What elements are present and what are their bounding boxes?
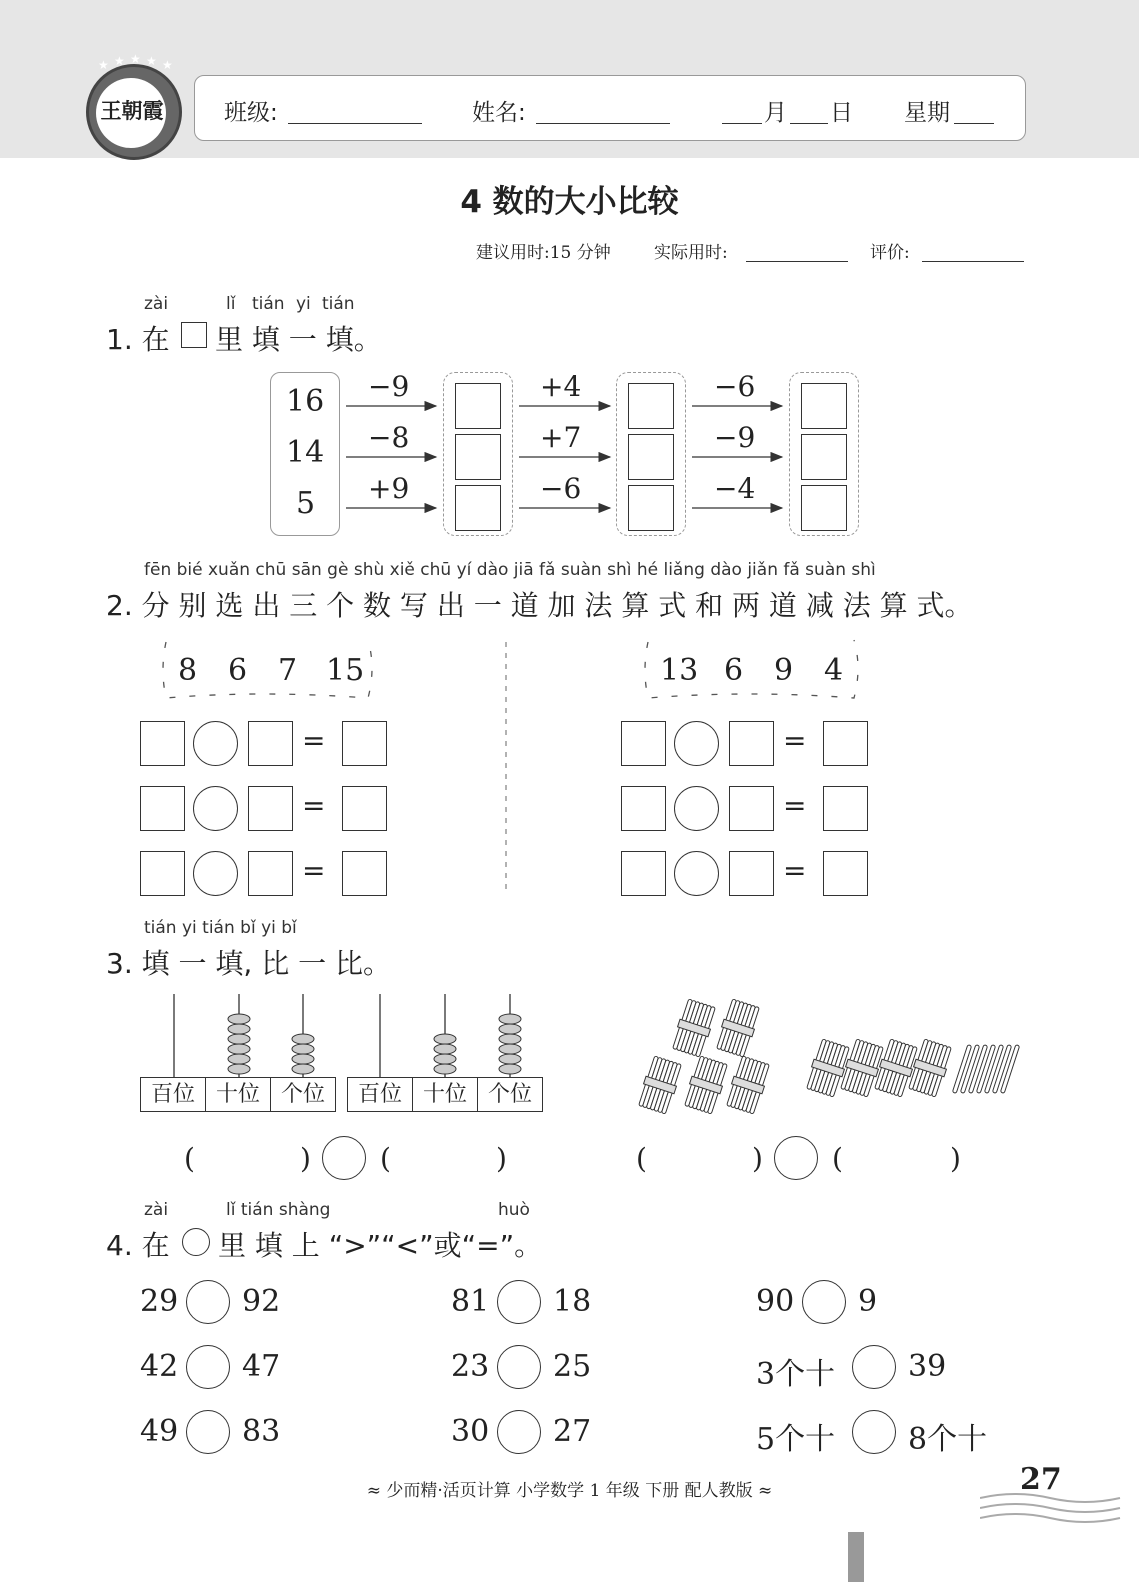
q1-start-number: 5 xyxy=(296,486,316,521)
equals-sign: = xyxy=(783,789,807,822)
compare-left-value: 42 xyxy=(140,1349,179,1384)
compare-left-value: 23 xyxy=(451,1349,490,1384)
abacus-bead xyxy=(228,1024,250,1034)
abacus-bead xyxy=(499,1024,521,1034)
star-icon: ★ xyxy=(130,52,141,66)
abacus-bead xyxy=(228,1054,250,1064)
q1-op: −6 xyxy=(540,472,582,505)
compare-right-value: 25 xyxy=(553,1349,592,1384)
place-hundreds: 百位 xyxy=(347,1077,413,1112)
abacus-bead xyxy=(292,1034,314,1044)
abacus-bead xyxy=(292,1044,314,1054)
compare-left-value: 5个十 xyxy=(756,1422,836,1457)
abacus-bead xyxy=(292,1054,314,1064)
paren-close: ) xyxy=(496,1142,507,1175)
q1-op: +9 xyxy=(368,472,410,505)
page-title: 4 数的大小比较 xyxy=(460,184,679,220)
place-ones: 个位 xyxy=(477,1077,543,1112)
place-tens: 十位 xyxy=(412,1077,478,1112)
q4-label-rest: 里 填 上 “>”“<”或“=”。 xyxy=(218,1229,543,1262)
paren-close: ) xyxy=(300,1142,311,1175)
month-label: 月 xyxy=(764,100,787,126)
place-hundreds: 百位 xyxy=(140,1077,206,1112)
pinyin: tián xyxy=(252,294,285,314)
q1-op: −6 xyxy=(714,370,756,403)
abacus-bead xyxy=(228,1044,250,1054)
q2-number: 8 xyxy=(178,653,198,688)
compare-circle[interactable] xyxy=(802,1280,846,1324)
abacus-bead xyxy=(228,1034,250,1044)
compare-left-value: 3个十 xyxy=(756,1357,836,1392)
compare-circle[interactable] xyxy=(497,1280,541,1324)
paren-open: ( xyxy=(184,1142,195,1175)
compare-right-value: 9 xyxy=(858,1284,878,1319)
abacus-bead xyxy=(434,1054,456,1064)
pinyin: tián xyxy=(322,294,355,314)
equals-sign: = xyxy=(302,854,326,887)
compare-left-value: 90 xyxy=(756,1284,795,1319)
compare-left-value: 49 xyxy=(140,1414,179,1449)
q2-number: 4 xyxy=(824,653,844,688)
compare-right-value: 18 xyxy=(553,1284,592,1319)
q1-start-number: 14 xyxy=(286,435,325,470)
page-number: 27 xyxy=(1020,1462,1062,1497)
paren-open: ( xyxy=(832,1142,843,1175)
q4-circle-sample xyxy=(182,1228,210,1256)
q2-number: 7 xyxy=(278,653,298,688)
compare-left-value: 81 xyxy=(451,1284,490,1319)
q3-label: 3. 填 一 填, 比 一 比。 xyxy=(106,947,392,980)
q1-op: −8 xyxy=(368,421,410,454)
pinyin: yi xyxy=(296,294,311,314)
compare-right-value: 39 xyxy=(908,1349,947,1384)
suggested-time: 建议用时:15 分钟 xyxy=(476,243,611,263)
paren-open: ( xyxy=(636,1142,647,1175)
day-label: 日 xyxy=(830,100,853,126)
paren-close: ) xyxy=(752,1142,763,1175)
compare-circle[interactable] xyxy=(186,1345,230,1389)
abacus-bead xyxy=(434,1064,456,1074)
class-label: 班级: xyxy=(224,100,278,126)
abacus-bead xyxy=(499,1014,521,1024)
abacus-bead xyxy=(434,1044,456,1054)
star-icon: ★ xyxy=(98,58,109,72)
abacus-bead xyxy=(228,1064,250,1074)
q2-label: 2. 分 别 选 出 三 个 数 写 出 一 道 加 法 算 式 和 两 道 减 法 算 式。 xyxy=(106,589,973,622)
footer: ≈ 少而精·活页计算 小学数学 1 年级 下册 配人教版 ≈ xyxy=(366,1481,773,1501)
q3-compare-circle[interactable] xyxy=(774,1136,818,1180)
logo-text: 王朝霞 xyxy=(100,98,164,123)
compare-circle[interactable] xyxy=(852,1410,896,1454)
compare-left-value: 30 xyxy=(451,1414,490,1449)
paren-open: ( xyxy=(380,1142,391,1175)
q1-label-rest: 里 填 一 填。 xyxy=(215,323,382,356)
q1-op: +4 xyxy=(540,370,582,403)
abacus-bead xyxy=(292,1064,314,1074)
page-edge-tab xyxy=(848,1532,864,1582)
abacus-bead xyxy=(499,1054,521,1064)
actual-time-label: 实际用时: xyxy=(654,243,728,263)
equals-sign: = xyxy=(302,789,326,822)
q1-op: −9 xyxy=(714,421,756,454)
q4-pinyin: lǐ tián shàng xyxy=(226,1200,331,1220)
q2-number: 13 xyxy=(660,653,699,688)
equals-sign: = xyxy=(783,724,807,757)
abacus-bead xyxy=(499,1044,521,1054)
compare-circle[interactable] xyxy=(497,1345,541,1389)
compare-right-value: 92 xyxy=(242,1284,281,1319)
compare-right-value: 27 xyxy=(553,1414,592,1449)
stick-bundle xyxy=(715,998,762,1057)
compare-circle[interactable] xyxy=(497,1410,541,1454)
paren-close: ) xyxy=(950,1142,961,1175)
compare-circle[interactable] xyxy=(186,1410,230,1454)
compare-left-value: 29 xyxy=(140,1284,179,1319)
compare-right-value: 83 xyxy=(242,1414,281,1449)
q4-pinyin: huò xyxy=(498,1200,530,1220)
equals-sign: = xyxy=(783,854,807,887)
compare-circle[interactable] xyxy=(186,1280,230,1324)
q2-number: 6 xyxy=(724,653,744,688)
star-icon: ★ xyxy=(114,54,125,68)
q2-number: 9 xyxy=(774,653,794,688)
name-label: 姓名: xyxy=(472,100,526,126)
abacus-bead xyxy=(228,1014,250,1024)
evaluation-label: 评价: xyxy=(870,243,910,263)
compare-right-value: 8个十 xyxy=(908,1422,988,1457)
week-label: 星期 xyxy=(904,100,950,126)
q1-start-number: 16 xyxy=(286,384,325,419)
compare-circle[interactable] xyxy=(852,1345,896,1389)
wave-decoration xyxy=(980,1490,1130,1530)
stick-bundle xyxy=(725,1055,772,1114)
pinyin: zài xyxy=(144,294,169,314)
abacus-bead xyxy=(434,1034,456,1044)
q4-label: 4. 在 xyxy=(106,1229,170,1262)
star-icon: ★ xyxy=(162,58,173,72)
star-icon: ★ xyxy=(146,54,157,68)
q2-pinyin: fēn bié xuǎn chū sān gè shù xiě chū yí dào jiā fǎ suàn shì hé liǎng dào jiǎn fǎ suàn shì xyxy=(144,560,876,580)
pinyin: lǐ xyxy=(226,294,236,314)
q2-number: 6 xyxy=(228,653,248,688)
q3-compare-circle[interactable] xyxy=(322,1136,366,1180)
place-ones: 个位 xyxy=(270,1077,336,1112)
q1-op: −9 xyxy=(368,370,410,403)
abacus-bead xyxy=(499,1034,521,1044)
compare-right-value: 47 xyxy=(242,1349,281,1384)
abacus-bead xyxy=(499,1064,521,1074)
q3-pinyin: tián yi tián bǐ yi bǐ xyxy=(144,918,297,938)
q4-pinyin: zài xyxy=(144,1200,169,1220)
q1-op: +7 xyxy=(540,421,582,454)
q1-op: −4 xyxy=(714,472,756,505)
equals-sign: = xyxy=(302,724,326,757)
stick-bundle xyxy=(637,1055,684,1114)
stick-bundle xyxy=(671,998,718,1057)
place-tens: 十位 xyxy=(205,1077,271,1112)
q1-label: 1. 在 xyxy=(106,323,170,356)
q2-number: 15 xyxy=(326,653,365,688)
stick-bundle xyxy=(683,1055,730,1114)
